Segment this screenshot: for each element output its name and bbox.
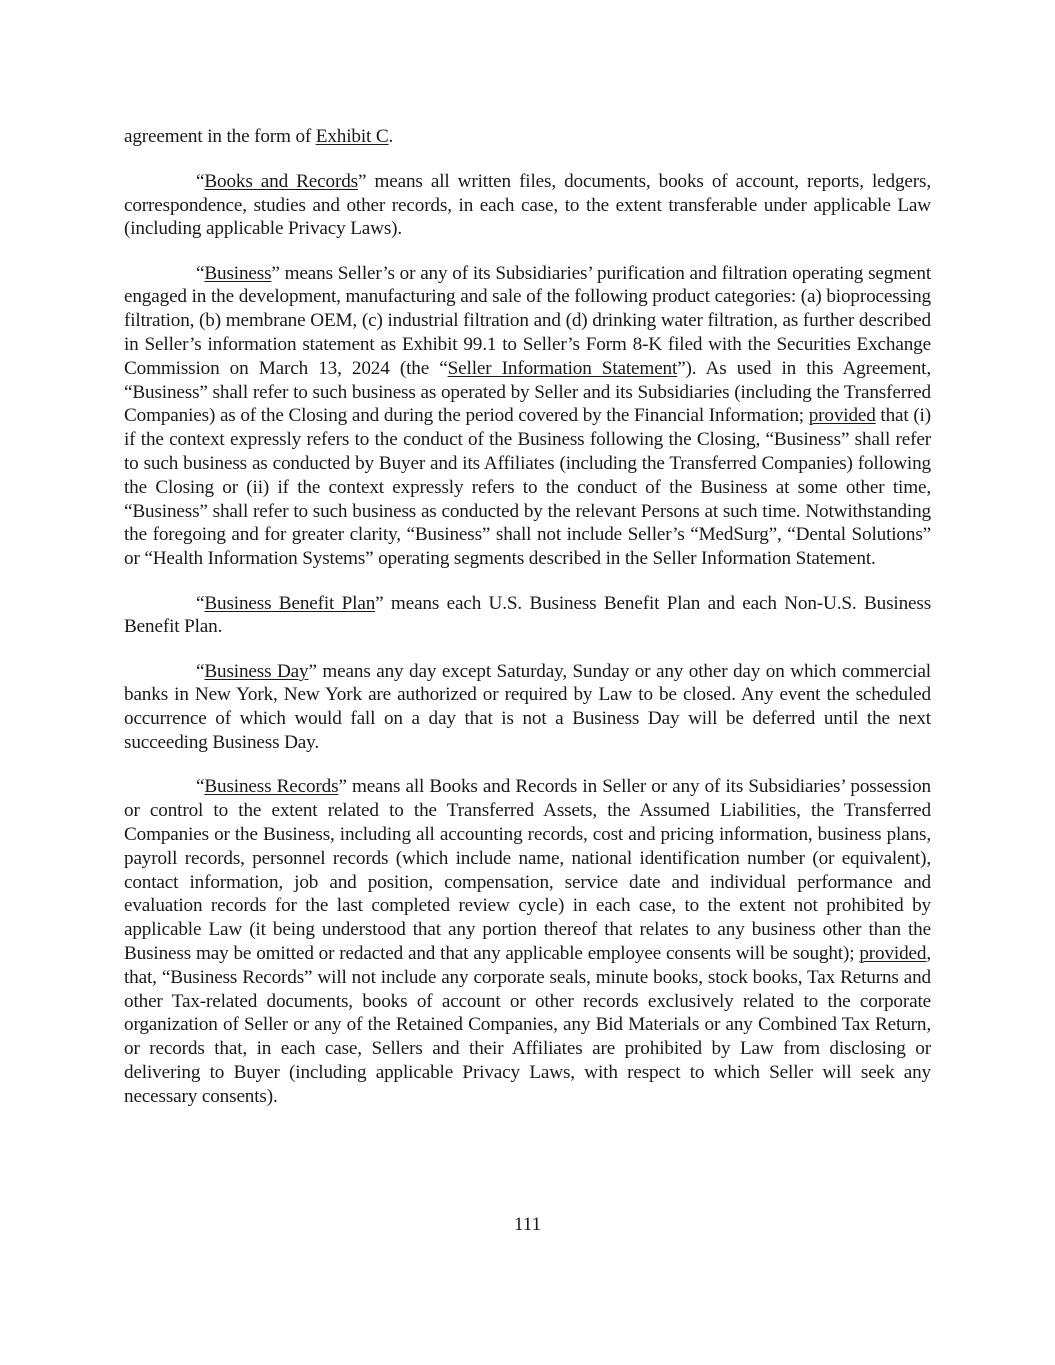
paragraph-continuation xyxy=(124,125,931,149)
defined-term: Seller Information Statement xyxy=(447,357,678,379)
paragraph-text: ” means all written files, documents, books of account, reports, ledgers, correspondence, studies and other records, in each case, to the extent transferable under applicable Law (including applicable Privacy Laws). xyxy=(124,170,931,240)
paragraph-text: , that, “Business Records” will not include any corporate seals, minute books, stock books, Tax Returns and other Tax-related documents, books of account or other records exclusively related to the corporate organization of Seller or any of the Retained Companies, any Bid Materials or any Combined Tax Return, or records that, in each case, Sellers and their Affiliates are prohibited by Law from disclosing or delivering to Buyer (including applicable Privacy Laws, with respect to which Seller will seek any necessary consents). xyxy=(124,942,931,1107)
definition-business-day xyxy=(124,660,931,755)
paragraph-text: “ xyxy=(196,262,205,284)
paragraph-text: “ xyxy=(196,592,205,614)
paragraph-text: “ xyxy=(196,170,205,192)
paragraph-text: ” means Seller’s or any of its Subsidiaries’ purification and filtration operating segment engaged in the development, manufacturing and sale of the following product categories: (a) bioprocessing filtration, (b) membrane OEM, (c) industrial filtration and (d) drinking water filtration, as further described in Seller’s information statement as Exhibit 99.1 to Seller’s Form 8-K filed with the Securities Exchange Commission on March 13, 2024 (the “ xyxy=(124,262,931,379)
paragraph-text: “ xyxy=(196,776,205,798)
defined-term: provided xyxy=(808,405,876,427)
definition-books-and-records xyxy=(124,170,931,241)
document-page xyxy=(124,125,931,1129)
paragraph-text: “ xyxy=(196,660,205,682)
definition-business-benefit-plan xyxy=(124,592,931,640)
defined-term: Business Benefit Plan xyxy=(204,592,376,614)
defined-term: Exhibit C xyxy=(315,126,389,147)
defined-term: provided xyxy=(859,942,927,964)
paragraph-text: that (i) if the context expressly refers to the conduct of the Business following the Closing, “Business” shall refer to such business as conducted by Buyer and its Affiliates (including the Transferred Companies) following the Closing or (ii) if the context expressly refers to the conduct of the Business at some other time, “Business” shall refer to such business as conducted by the relevant Persons at such time. Notwithstanding the foregoing and for greater clarity, “Business” shall not include Seller’s “MedSurg”, “Dental Solutions” or “Health Information Systems” operating segments described in the Seller Information Statement. xyxy=(124,405,931,570)
defined-term: Books and Records xyxy=(204,170,358,192)
paragraph-text: ”). As used in this Agreement, “Business” shall refer to such business as operated by Seller and its Subsidiaries (including the Transferred Companies) as of the Closing and during the period covered by the Financial Information; xyxy=(124,357,932,427)
defined-term: Business Day xyxy=(204,660,309,682)
paragraph-text: ” means all Books and Records in Seller or any of its Subsidiaries’ possession or control to the extent related to the Transferred Assets, the Assumed Liabilities, the Transferred Companies or the Business, including all accounting records, cost and pricing information, business plans, payroll records, personnel records (which include name, national identification number (or equivalent), contact information, job and position, compensation, service date and individual performance and evaluation records for the last completed review cycle) in each case, to the extent not prohibited by applicable Law (it being understood that any portion thereof that relates to any business other than the Business may be omitted or redacted and that any applicable employee consents will be sought); xyxy=(124,776,931,964)
paragraph-text: ” means each U.S. Business Benefit Plan and each Non-U.S. Business Benefit Plan. xyxy=(124,592,932,638)
paragraph-text: . xyxy=(388,126,394,147)
definition-business xyxy=(124,262,931,571)
paragraph-text: ” means any day except Saturday, Sunday or any other day on which commercial banks in New York, New York are authorized or required by Law to be closed. Any event the scheduled occurrence of which would fall on a day that is not a Business Day will be deferred until the next succeeding Business Day. xyxy=(124,660,931,754)
paragraph-text: agreement in the form of xyxy=(124,126,316,147)
definition-business-records xyxy=(124,775,931,1108)
defined-term: Business Records xyxy=(204,776,339,798)
page-number: 111 xyxy=(513,1214,542,1235)
defined-term: Business xyxy=(204,262,272,284)
